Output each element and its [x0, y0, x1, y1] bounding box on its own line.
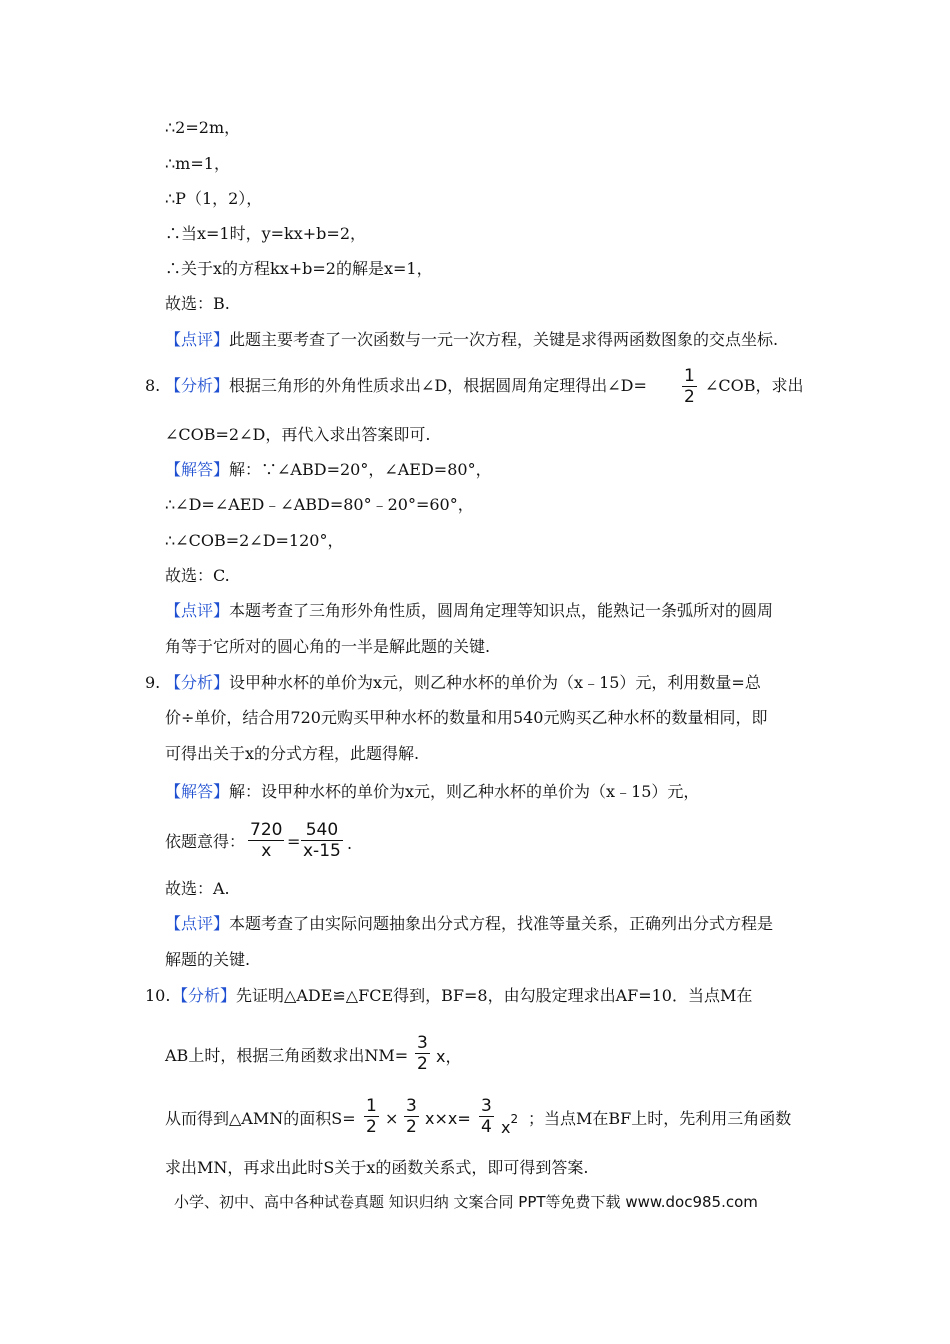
review-tag: 【点评】: [165, 601, 230, 620]
line: 价÷单价，结合用720元购买甲种水杯的数量和用540元购买乙种水杯的数量相同，即: [165, 708, 768, 727]
question-number: 10.: [145, 986, 171, 1005]
analysis-tag: 【分析】: [165, 376, 230, 395]
line: 可得出关于x的分式方程，此题得解.: [165, 744, 420, 763]
line: 依题意得：: [165, 832, 246, 851]
line: ∴m=1，: [165, 154, 230, 173]
solution-line: 【解答】解：设甲种水杯的单价为x元，则乙种水杯的单价为（x﹣15）元，: [165, 782, 700, 801]
line: ∴∠COB=2∠D=120°，: [165, 531, 344, 550]
fraction: $\frac{720}{x}$: [250, 820, 283, 861]
fraction: $\frac{540}{x-15}$: [303, 820, 341, 861]
text: x，: [436, 1047, 462, 1066]
line: AB上时，根据三角函数求出NM=: [165, 1046, 409, 1065]
fraction: $\frac{3}{2}$: [417, 1033, 428, 1074]
review-line: 【点评】此题主要考查了一次函数与一元一次方程，关键是求得两函数图象的交点坐标.: [165, 330, 779, 349]
line: 求出MN，再求出此时S关于x的函数关系式，即可得到答案.: [165, 1158, 589, 1177]
review-line: 【点评】本题考查了由实际问题抽象出分式方程，找准等量关系，正确列出分式方程是: [165, 914, 774, 933]
equals: =: [287, 832, 301, 851]
page-footer: 小学、初中、高中各种试卷真题 知识归纳 文案合同 PPT等免费下载 www.doc985.com: [174, 1193, 758, 1211]
analysis-line: 【分析】设甲种水杯的单价为x元，则乙种水杯的单价为（x﹣15）元，利用数量=总: [165, 673, 761, 692]
line: ∴当x=1时，y=kx+b=2，: [165, 224, 367, 243]
analysis-line: 【分析】根据三角形的外角性质求出∠D，根据圆周角定理得出∠D=: [165, 376, 647, 395]
line: 从而得到△AMN的面积S=: [165, 1109, 356, 1128]
line: ∴P（1，2），: [165, 189, 263, 208]
line: ∴∠D=∠AED﹣∠ABD=80°﹣20°=60°，: [165, 495, 474, 514]
text: $x^2$: [501, 1112, 519, 1137]
text: ∠COB，求出: [705, 376, 804, 395]
fraction: $\frac{1}{2}$: [684, 366, 695, 407]
line: 角等于它所对的圆心角的一半是解此题的关键.: [165, 637, 491, 656]
review-line: 【点评】本题考查了三角形外角性质，圆周角定理等知识点，能熟记一条弧所对的圆周: [165, 601, 774, 620]
line: ∠COB=2∠D，再代入求出答案即可.: [165, 425, 431, 444]
solution-tag: 【解答】: [165, 782, 230, 801]
fraction: $\frac{3}{2}$: [406, 1096, 417, 1137]
line: ∴关于x的方程kx+b=2的解是x=1，: [165, 259, 433, 278]
line: 故选：B.: [165, 294, 230, 313]
line: ∴2=2m，: [165, 118, 241, 137]
analysis-tag: 【分析】: [165, 673, 230, 692]
question-number: 8.: [145, 376, 161, 395]
times: ×: [385, 1109, 399, 1128]
text: x×x=: [425, 1109, 471, 1128]
review-tag: 【点评】: [165, 330, 230, 349]
line: 故选：C.: [165, 566, 230, 585]
analysis-tag: 【分析】: [172, 986, 237, 1005]
text: ；当点M在BF上时，先利用三角函数: [528, 1109, 792, 1128]
fraction: $\frac{3}{4}$: [481, 1096, 492, 1137]
solution-line: 【解答】解：∵∠ABD=20°，∠AED=80°，: [165, 460, 492, 479]
review-tag: 【点评】: [165, 914, 230, 933]
line: 解题的关键.: [165, 950, 251, 969]
fraction: $\frac{1}{2}$: [366, 1096, 377, 1137]
analysis-line: 【分析】先证明△ADE≌△FCE得到，BF=8，由勾股定理求出AF=10．当点M在: [172, 986, 753, 1005]
question-number: 9.: [145, 673, 161, 692]
period: .: [347, 834, 353, 853]
solution-tag: 【解答】: [165, 460, 230, 479]
line: 故选：A.: [165, 879, 230, 898]
